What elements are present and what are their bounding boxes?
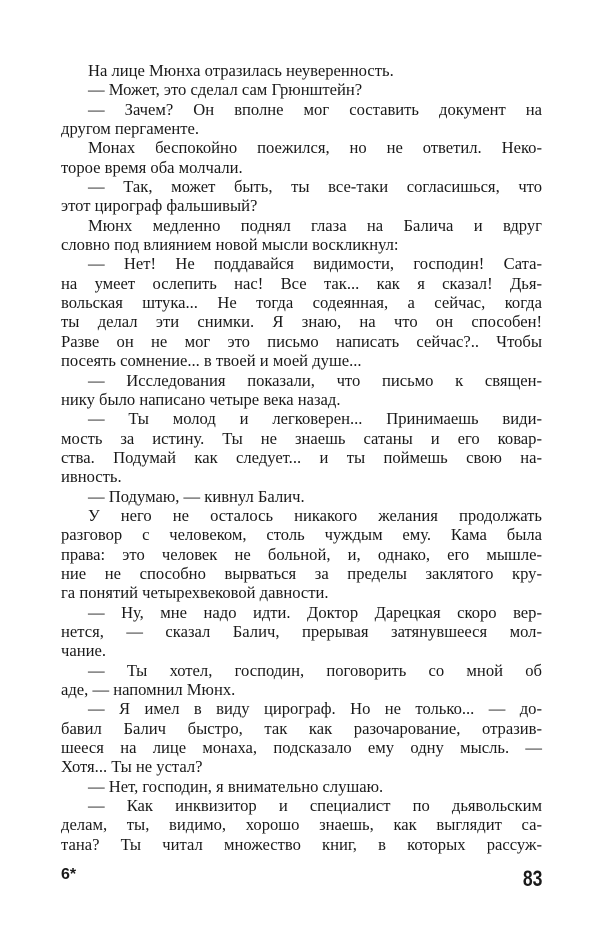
text-line: вольская штука... Не тогда содеянная, а сейчас, когда (61, 293, 542, 313)
text-line: бавил Балич быстро, так как разочарование, отразив- (61, 718, 542, 738)
text-line: — Ты молод и легковерен... Принимаешь види- (88, 409, 542, 429)
text-line: Хотя... Ты не устал? (61, 757, 203, 777)
text-line: ние не способно вырваться за пределы заклятого кру- (61, 563, 542, 583)
page-body-text (61, 61, 542, 854)
text-line: нется, — сказал Балич, прерывая затянувшееся мол- (61, 621, 542, 641)
text-line: шееся на лице монаха, подсказало ему одну мысль. — (61, 738, 542, 758)
text-line: На лице Мюнха отразилась неуверенность. (88, 61, 394, 80)
text-line: Мюнх медленно поднял глаза на Балича и вдруг (88, 215, 542, 235)
text-line: — Может, это сделал сам Грюнштейн? (88, 80, 363, 100)
text-line: торое время оба молчали. (61, 157, 243, 177)
page-number: 83 (522, 866, 542, 891)
text-line: посеять сомнение... в твоей и моей душе... (61, 351, 362, 371)
text-line: этот цирограф фальшивый? (61, 196, 258, 216)
text-line: — Так, может быть, ты все-таки согласишься, что (88, 177, 542, 197)
text-line: га понятий четырехвековой давности. (61, 583, 329, 603)
text-line: мость за истину. Ты не знаешь сатаны и его ковар- (61, 428, 542, 448)
text-line: — Зачем? Он вполне мог составить документ на (88, 99, 542, 119)
text-line: ивность. (61, 467, 122, 487)
text-line: чание. (61, 641, 106, 661)
text-line: Разве он не мог это письмо написать сейчас?.. Чтобы (61, 331, 542, 351)
text-line: ства. Подумай как следует... и ты поймешь свою на- (61, 447, 542, 467)
text-line: — Подумаю, — кивнул Балич. (88, 486, 305, 506)
text-line: — Я имел в виду цирограф. Но не только... — до- (88, 699, 542, 719)
text-line: разговор с человеком, столь чуждым ему. Кама была (61, 525, 542, 545)
text-line: Монах беспокойно поежился, но не ответил. Неко- (88, 138, 542, 158)
text-line: другом пергаменте. (61, 119, 200, 139)
text-line: — Исследования показали, что письмо к священ- (88, 370, 542, 390)
text-line: ты делал эти снимки. Я знаю, на что он способен! (61, 312, 542, 332)
text-line: — Нет! Не поддавайся видимости, господин! Сата- (88, 254, 542, 274)
text-line: словно под влиянием новой мысли воскликнул: (61, 235, 399, 255)
text-line: нику было написано четыре века назад. (61, 389, 341, 409)
text-line: — Как инквизитор и специалист по дьявольским (88, 796, 542, 816)
text-line: тана? Ты читал множество книг, в которых рассуж- (61, 834, 542, 854)
text-line: У него не осталось никакого желания продолжать (88, 505, 542, 525)
text-line: права: это человек не больной, и, однако, его мышле- (61, 544, 542, 564)
text-line: — Нет, господин, я внимательно слушаю. (88, 776, 384, 796)
text-line: — Ну, мне надо идти. Доктор Дарецкая скоро вер- (88, 602, 542, 622)
text-line: на умеет ослепить нас! Все так... как я сказал! Дья- (61, 273, 542, 293)
text-line: аде, — напомнил Мюнх. (61, 680, 236, 699)
printer-signature-mark: 6* (61, 866, 77, 883)
text-line: делам, ты, видимо, хорошо знаешь, как выглядит са- (61, 815, 542, 835)
text-line: — Ты хотел, господин, поговорить со мной об (88, 660, 542, 680)
